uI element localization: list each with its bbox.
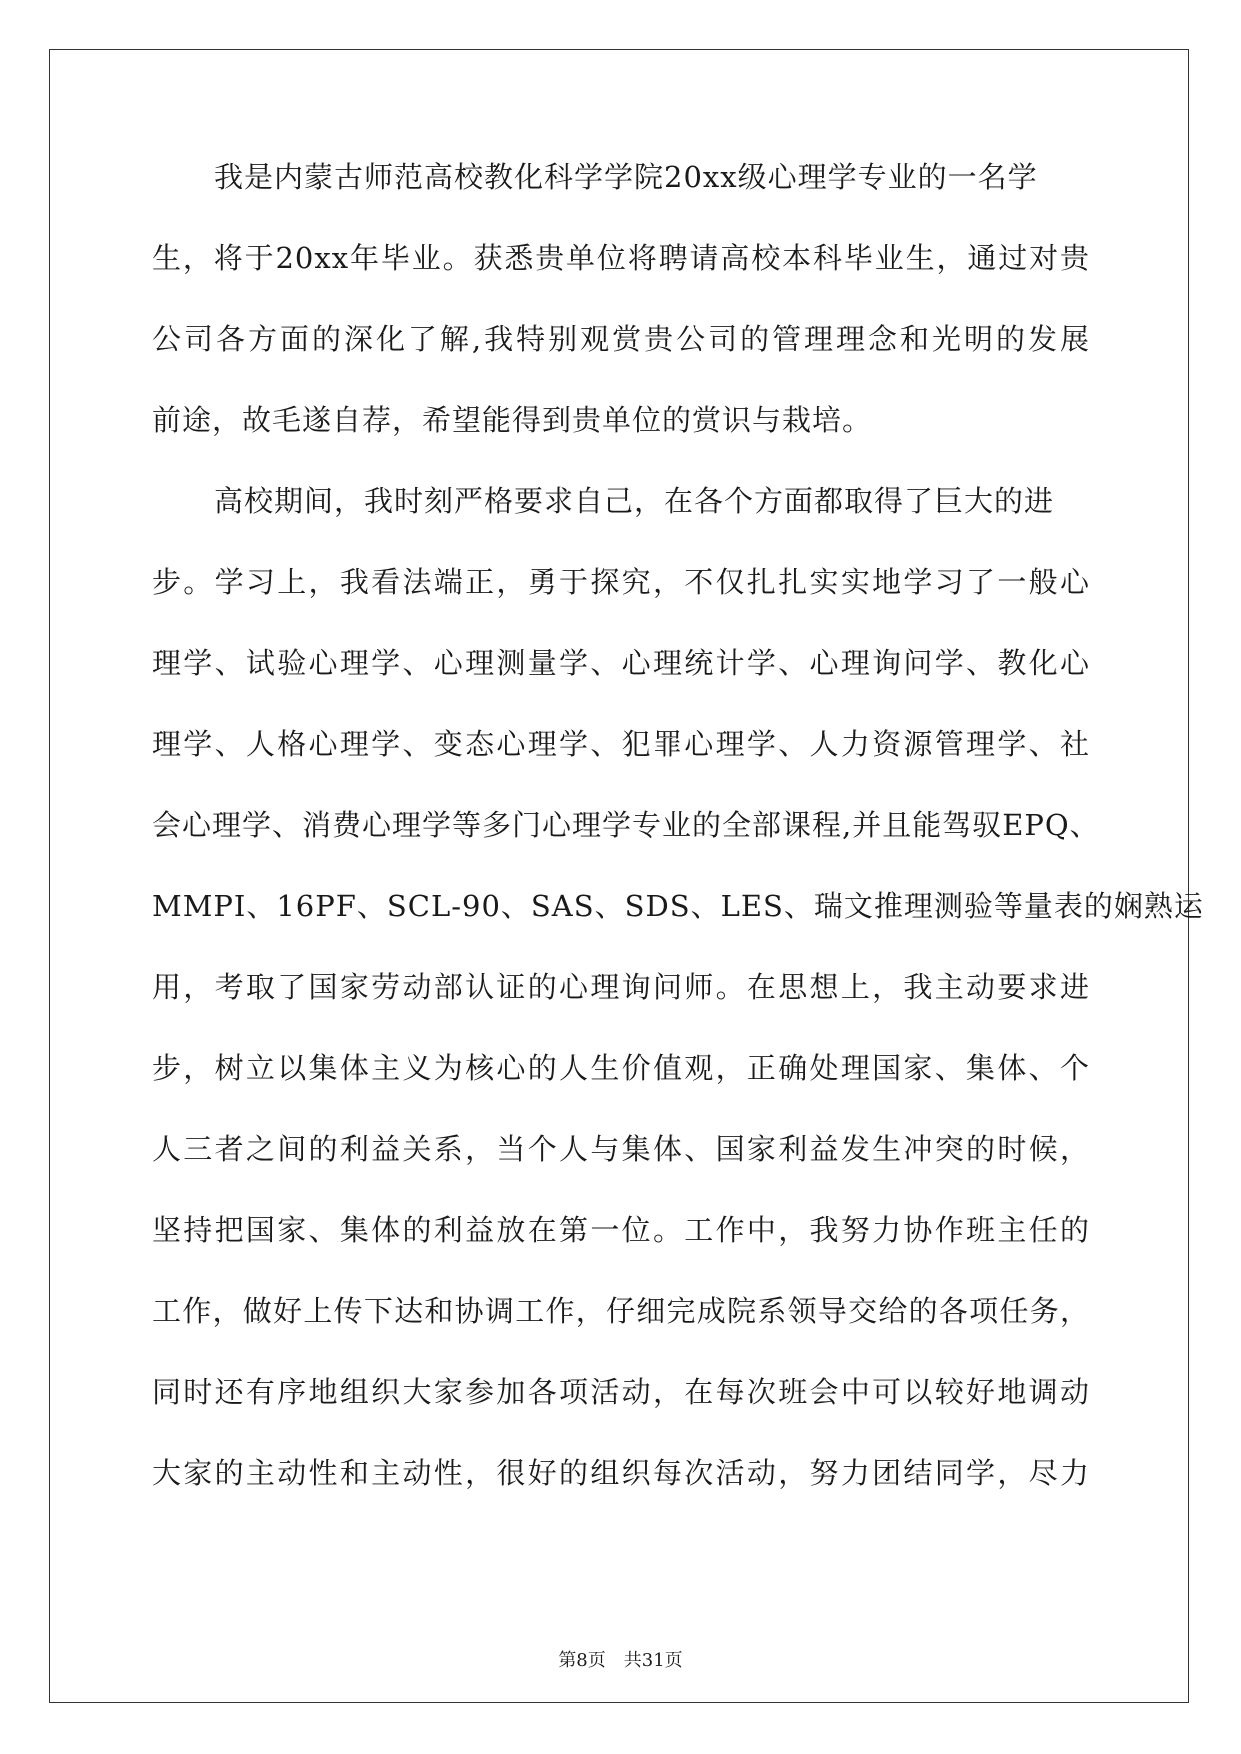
text-line: 前途，故毛遂自荐，希望能得到贵单位的赏识与栽培。 <box>152 403 873 437</box>
text-line: 用，考取了国家劳动部认证的心理询问师。在思想上，我主动要求进 <box>152 970 1090 1004</box>
text-line: 理学、试验心理学、心理测量学、心理统计学、心理询问学、教化心 <box>152 646 1090 680</box>
text-line: 坚持把国家、集体的利益放在第一位。工作中，我努力协作班主任的 <box>152 1213 1090 1247</box>
text-line: 公司各方面的深化了解,我特别观赏贵公司的管理理念和光明的发展 <box>152 322 1090 356</box>
page-number: 第8页 <box>558 1650 606 1671</box>
page-total: 共31页 <box>623 1650 683 1671</box>
text-line: 生，将于20xx年毕业。获悉贵单位将聘请高校本科毕业生，通过对贵 <box>152 241 1090 275</box>
text-line: 大家的主动性和主动性，很好的组织每次活动，努力团结同学，尽力 <box>152 1456 1090 1490</box>
text-line: 步。学习上，我看法端正，勇于探究，不仅扎扎实实地学习了一般心 <box>152 565 1090 599</box>
text-line: 我是内蒙古师范高校教化科学学院20xx级心理学专业的一名学 <box>214 160 1038 194</box>
text-line: MMPI、16PF、SCL-90、SAS、SDS、LES、瑞文推理测验等量表的娴熟运 <box>152 889 1204 923</box>
text-line: 同时还有序地组织大家参加各项活动，在每次班会中可以较好地调动 <box>152 1375 1090 1409</box>
text-line: 工作，做好上传下达和协调工作，仔细完成院系领导交给的各项任务， <box>152 1294 1090 1328</box>
text-line: 人三者之间的利益关系，当个人与集体、国家利益发生冲突的时候， <box>152 1132 1090 1166</box>
text-line: 高校期间，我时刻严格要求自己，在各个方面都取得了巨大的进 <box>214 484 1055 518</box>
document-body <box>152 160 1204 1539</box>
page-footer <box>0 1646 1241 1672</box>
text-line: 步，树立以集体主义为核心的人生价值观，正确处理国家、集体、个 <box>152 1051 1090 1085</box>
text-line: 会心理学、消费心理学等多门心理学专业的全部课程,并且能驾驭EPQ、 <box>152 808 1100 842</box>
text-line: 理学、人格心理学、变态心理学、犯罪心理学、人力资源管理学、社 <box>152 727 1090 761</box>
